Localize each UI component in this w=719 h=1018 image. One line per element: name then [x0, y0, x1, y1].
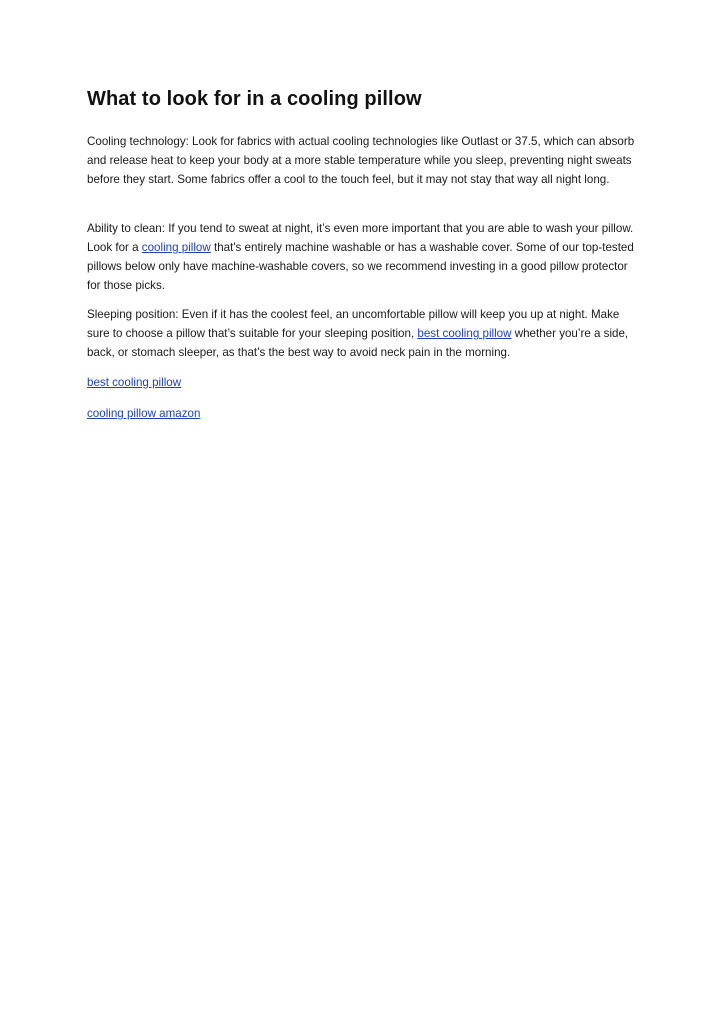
- cooling-pillow-amazon-link[interactable]: cooling pillow amazon: [87, 407, 201, 420]
- cooling-pillow-link[interactable]: cooling pillow: [141, 241, 211, 254]
- paragraph-text: Sleeping position: Even if it has the coolest feel, an uncomfortable pillow will keep you up at night. Make sure to choose a pillow that’s suitable for your sleeping position,: [87, 308, 620, 340]
- link-line: [87, 404, 200, 423]
- paragraph-cooling-technology: Cooling technology: Look for fabrics with actual cooling technologies like Outlast or 37.5, which can absorb and release heat to keep your body at a more stable temperature while you sleep, preventing night sweats before they start. Some fabrics offer a cool to the touch feel, but it may not stay that way all night long.: [87, 135, 635, 186]
- link-line: [87, 373, 181, 392]
- best-cooling-pillow-inline-link[interactable]: best cooling pillow: [417, 327, 512, 340]
- page-title: What to look for in a cooling pillow: [87, 88, 422, 110]
- paragraph-sleeping-position: [87, 305, 635, 362]
- paragraph-text: Ability to clean: If you tend to sweat at night, it’s even more important that you are able to wash your pillow. Look for a: [87, 222, 634, 254]
- paragraph-text: whether you’re a side, back, or stomach sleeper, as that’s the best way to avoid neck pain in the morning.: [87, 327, 629, 359]
- paragraph-ability-to-clean: [87, 219, 635, 295]
- best-cooling-pillow-link[interactable]: best cooling pillow: [87, 376, 182, 389]
- paragraph-text: that's entirely machine washable or has a washable cover. Some of our top-tested pillows below only have machine-washable covers, so we recommend investing in a good pillow protector for those picks.: [87, 241, 634, 292]
